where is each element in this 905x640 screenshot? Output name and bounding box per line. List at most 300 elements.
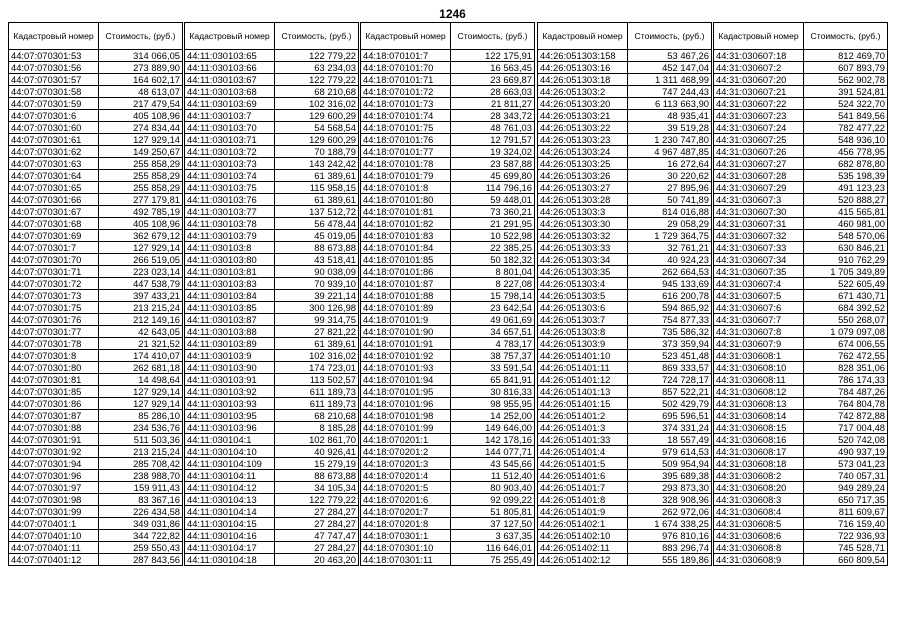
cost-value: 174 723,01 [275, 362, 359, 374]
table-row [9, 326, 183, 338]
cost-value: 262 972,06 [628, 506, 712, 518]
cost-value: 50 741,89 [628, 194, 712, 206]
table-row [185, 206, 359, 218]
cost-value: 238 988,70 [99, 470, 183, 482]
cadastral-number: 44:31:030608:20 [714, 482, 804, 494]
cost-value: 344 722,82 [99, 530, 183, 542]
cadastral-number: 44:18:070101:7 [361, 50, 451, 62]
cost-value: 976 810,16 [628, 530, 712, 542]
cadastral-table [8, 22, 183, 566]
table-row [538, 518, 712, 530]
cost-value: 61 389,61 [275, 170, 359, 182]
cost-value: 127 929,14 [99, 242, 183, 254]
table-row [9, 362, 183, 374]
table-header-row [9, 23, 183, 50]
table-row [185, 122, 359, 134]
cost-value: 266 519,05 [99, 254, 183, 266]
cadastral-number: 44:31:030607:21 [714, 86, 804, 98]
table-row [714, 482, 888, 494]
cost-value: 83 367,16 [99, 494, 183, 506]
cost-value: 548 570,06 [804, 230, 888, 242]
cost-value: 22 385,25 [451, 242, 535, 254]
cadastral-number: 44:07:070301:67 [9, 206, 99, 218]
cost-value: 300 126,98 [275, 302, 359, 314]
cadastral-number: 44:18:070101:82 [361, 218, 451, 230]
cost-value: 740 057,31 [804, 470, 888, 482]
cost-value: 262 681,18 [99, 362, 183, 374]
cost-value: 523 451,48 [628, 350, 712, 362]
table-row [538, 182, 712, 194]
cost-value: 782 477,22 [804, 122, 888, 134]
cadastral-number: 44:31:030607:33 [714, 242, 804, 254]
cadastral-number: 44:18:070101:81 [361, 206, 451, 218]
cadastral-number: 44:31:030607:9 [714, 338, 804, 350]
table-row [538, 386, 712, 398]
cadastral-number: 44:18:070101:87 [361, 278, 451, 290]
table-row [185, 434, 359, 446]
cadastral-number: 44:26:051303:32 [538, 230, 628, 242]
table-row [714, 314, 888, 326]
cost-value: 979 614,53 [628, 446, 712, 458]
cadastral-number: 44:18:070201:1 [361, 434, 451, 446]
cadastral-number: 44:07:070301:71 [9, 266, 99, 278]
table-row [714, 446, 888, 458]
cadastral-number: 44:31:030608:16 [714, 434, 804, 446]
cost-value: 6 113 663,90 [628, 98, 712, 110]
cost-value: 262 664,53 [628, 266, 712, 278]
cadastral-number: 44:18:070101:91 [361, 338, 451, 350]
table-row [361, 446, 535, 458]
table-row [538, 62, 712, 74]
cost-value: 511 503,36 [99, 434, 183, 446]
cadastral-number: 44:07:070301:7 [9, 242, 99, 254]
table-row [185, 134, 359, 146]
cadastral-number: 44:18:070301:1 [361, 530, 451, 542]
table-row [185, 542, 359, 554]
table-row [185, 458, 359, 470]
table-row [714, 182, 888, 194]
cadastral-number: 44:07:070301:87 [9, 410, 99, 422]
table-row [185, 86, 359, 98]
table-row [361, 278, 535, 290]
cadastral-number: 44:31:030607:28 [714, 170, 804, 182]
table-row [538, 338, 712, 350]
table-row [538, 470, 712, 482]
cadastral-number: 44:31:030607:26 [714, 146, 804, 158]
table-row [538, 314, 712, 326]
table-row [714, 362, 888, 374]
header-cadastral-number: Кадастровый номер [185, 23, 275, 50]
cost-value: 27 284,27 [275, 542, 359, 554]
table-row [185, 230, 359, 242]
cadastral-number: 44:18:070201:8 [361, 518, 451, 530]
cadastral-number: 44:11:030104:15 [185, 518, 275, 530]
table-row [9, 98, 183, 110]
cost-value: 682 878,80 [804, 158, 888, 170]
table-row [185, 242, 359, 254]
cost-value: 122 779,22 [275, 50, 359, 62]
cost-value: 50 182,32 [451, 254, 535, 266]
table-row [538, 446, 712, 458]
cadastral-number: 44:07:070301:94 [9, 458, 99, 470]
cost-value: 857 522,21 [628, 386, 712, 398]
table-row [9, 302, 183, 314]
table-row [538, 86, 712, 98]
table-row [361, 302, 535, 314]
cost-value: 555 189,86 [628, 554, 712, 566]
table-row [185, 146, 359, 158]
cadastral-number: 44:07:070301:96 [9, 470, 99, 482]
cost-value: 122 175,91 [451, 50, 535, 62]
table-row [9, 266, 183, 278]
cost-value: 786 174,33 [804, 374, 888, 386]
cadastral-number: 44:26:051303:25 [538, 158, 628, 170]
cost-value: 373 359,94 [628, 338, 712, 350]
cost-value: 27 895,96 [628, 182, 712, 194]
cost-value: 27 284,27 [275, 506, 359, 518]
cadastral-number: 44:11:030103:80 [185, 254, 275, 266]
cost-value: 39 519,28 [628, 122, 712, 134]
table-row [185, 410, 359, 422]
cost-value: 70 939,10 [275, 278, 359, 290]
table-row [185, 170, 359, 182]
cadastral-number: 44:11:030103:65 [185, 50, 275, 62]
header-cost: Стоимость, (руб.) [275, 23, 359, 50]
table-row [538, 482, 712, 494]
cost-value: 492 785,19 [99, 206, 183, 218]
cost-value: 113 502,57 [275, 374, 359, 386]
table-row [361, 194, 535, 206]
cadastral-number: 44:07:070301:56 [9, 62, 99, 74]
cadastral-number: 44:26:051303:33 [538, 242, 628, 254]
cost-value: 92 099,22 [451, 494, 535, 506]
table-row [185, 266, 359, 278]
table-row [185, 314, 359, 326]
cost-value: 285 708,42 [99, 458, 183, 470]
table-row [714, 350, 888, 362]
cost-value: 45 699,80 [451, 170, 535, 182]
table-row [185, 374, 359, 386]
cadastral-number: 44:11:030103:93 [185, 398, 275, 410]
table-row [9, 422, 183, 434]
cost-value: 405 108,96 [99, 218, 183, 230]
table-row [538, 194, 712, 206]
cadastral-number: 44:07:070301:92 [9, 446, 99, 458]
table-row [185, 50, 359, 62]
cadastral-number: 44:31:030608:6 [714, 530, 804, 542]
cadastral-number: 44:31:030607:35 [714, 266, 804, 278]
table-row [538, 134, 712, 146]
table-row [185, 254, 359, 266]
cadastral-number: 44:31:030607:8 [714, 326, 804, 338]
cost-value: 391 524,81 [804, 86, 888, 98]
cadastral-number: 44:18:070101:74 [361, 110, 451, 122]
table-row [714, 530, 888, 542]
cost-value: 213 215,24 [99, 446, 183, 458]
cost-value: 8 185,28 [275, 422, 359, 434]
cadastral-number: 44:07:070301:61 [9, 134, 99, 146]
table-row [714, 254, 888, 266]
cadastral-number: 44:26:051401:3 [538, 422, 628, 434]
table-row [9, 470, 183, 482]
table-row [9, 530, 183, 542]
cost-value: 541 849,56 [804, 110, 888, 122]
table-row [9, 242, 183, 254]
cadastral-number: 44:26:051401:15 [538, 398, 628, 410]
cost-value: 4 783,17 [451, 338, 535, 350]
cost-value: 53 467,26 [628, 50, 712, 62]
cost-value: 45 019,05 [275, 230, 359, 242]
cost-value: 48 613,07 [99, 86, 183, 98]
cost-value: 43 518,41 [275, 254, 359, 266]
table-row [361, 326, 535, 338]
cost-value: 405 108,96 [99, 110, 183, 122]
cadastral-number: 44:31:030608:5 [714, 518, 804, 530]
cadastral-number: 44:07:070301:85 [9, 386, 99, 398]
cadastral-table [184, 22, 359, 566]
cadastral-number: 44:31:030607:4 [714, 278, 804, 290]
cadastral-number: 44:18:070301:10 [361, 542, 451, 554]
cadastral-number: 44:31:030607:23 [714, 110, 804, 122]
table-row [538, 74, 712, 86]
cadastral-number: 44:18:070101:77 [361, 146, 451, 158]
cadastral-number: 44:11:030103:88 [185, 326, 275, 338]
cadastral-number: 44:07:070301:57 [9, 74, 99, 86]
table-row [538, 254, 712, 266]
cadastral-number: 44:07:070301:60 [9, 122, 99, 134]
cost-value: 75 255,49 [451, 554, 535, 566]
table-row [538, 410, 712, 422]
cadastral-number: 44:18:070101:99 [361, 422, 451, 434]
cost-value: 143 242,42 [275, 158, 359, 170]
table-row [361, 434, 535, 446]
table-row [361, 530, 535, 542]
cadastral-number: 44:11:030103:69 [185, 98, 275, 110]
table-row [185, 158, 359, 170]
table-row [714, 506, 888, 518]
table-row [185, 446, 359, 458]
cost-value: 30 816,33 [451, 386, 535, 398]
cost-value: 102 861,70 [275, 434, 359, 446]
cadastral-number: 44:26:051303:20 [538, 98, 628, 110]
cadastral-number: 44:07:070301:8 [9, 350, 99, 362]
cost-value: 63 234,03 [275, 62, 359, 74]
cost-value: 1 674 338,25 [628, 518, 712, 530]
cadastral-number: 44:11:030103:9 [185, 350, 275, 362]
table-row [538, 530, 712, 542]
table-row [714, 134, 888, 146]
cadastral-number: 44:31:030607:31 [714, 218, 804, 230]
cost-value: 56 478,44 [275, 218, 359, 230]
cost-value: 949 289,24 [804, 482, 888, 494]
table-row [361, 182, 535, 194]
table-row [185, 386, 359, 398]
cost-value: 18 557,49 [628, 434, 712, 446]
cost-value: 1 230 747,80 [628, 134, 712, 146]
table-row [538, 170, 712, 182]
cadastral-number: 44:26:051401:33 [538, 434, 628, 446]
table-row [9, 350, 183, 362]
cost-value: 611 189,73 [275, 386, 359, 398]
cost-value: 23 587,88 [451, 158, 535, 170]
table-row [714, 470, 888, 482]
table-row [538, 158, 712, 170]
cadastral-number: 44:26:051402:11 [538, 542, 628, 554]
cost-value: 611 189,73 [275, 398, 359, 410]
cost-value: 16 563,45 [451, 62, 535, 74]
cadastral-number: 44:18:070101:98 [361, 410, 451, 422]
cadastral-number: 44:26:051401:10 [538, 350, 628, 362]
cost-value: 40 926,41 [275, 446, 359, 458]
cadastral-number: 44:18:070101:72 [361, 86, 451, 98]
cost-value: 573 041,23 [804, 458, 888, 470]
table-row [185, 422, 359, 434]
table-row [361, 458, 535, 470]
cost-value: 735 586,32 [628, 326, 712, 338]
table-row [538, 230, 712, 242]
table-row [714, 302, 888, 314]
cadastral-number: 44:18:070101:80 [361, 194, 451, 206]
table-row [9, 482, 183, 494]
table-row [9, 230, 183, 242]
cost-value: 277 179,81 [99, 194, 183, 206]
cost-value: 607 893,79 [804, 62, 888, 74]
cadastral-number: 44:26:051401:8 [538, 494, 628, 506]
cadastral-number: 44:11:030104:14 [185, 506, 275, 518]
table-header-row [361, 23, 535, 50]
cost-value: 520 742,08 [804, 434, 888, 446]
table-row [361, 494, 535, 506]
cadastral-number: 44:31:030608:9 [714, 554, 804, 566]
cost-value: 754 877,33 [628, 314, 712, 326]
table-row [538, 422, 712, 434]
cadastral-number: 44:11:030104:12 [185, 482, 275, 494]
cadastral-number: 44:07:070301:88 [9, 422, 99, 434]
cadastral-number: 44:26:051401:11 [538, 362, 628, 374]
cost-value: 447 538,79 [99, 278, 183, 290]
table-row [714, 278, 888, 290]
cost-value: 129 600,29 [275, 134, 359, 146]
table-row [361, 50, 535, 62]
cadastral-number: 44:11:030103:87 [185, 314, 275, 326]
cadastral-number: 44:18:070101:94 [361, 374, 451, 386]
cost-value: 68 210,68 [275, 410, 359, 422]
cost-value: 717 004,48 [804, 422, 888, 434]
table-row [9, 434, 183, 446]
table-row [361, 206, 535, 218]
cadastral-number: 44:18:070201:7 [361, 506, 451, 518]
table-row [714, 494, 888, 506]
table-row [538, 110, 712, 122]
cadastral-number: 44:26:051303:23 [538, 134, 628, 146]
cost-value: 27 821,22 [275, 326, 359, 338]
table-row [185, 218, 359, 230]
cost-value: 550 268,07 [804, 314, 888, 326]
header-cost: Стоимость, (руб.) [451, 23, 535, 50]
cadastral-number: 44:07:070301:91 [9, 434, 99, 446]
cadastral-number: 44:11:030103:75 [185, 182, 275, 194]
cadastral-number: 44:26:051303:6 [538, 302, 628, 314]
table-row [361, 110, 535, 122]
cadastral-number: 44:26:051402:12 [538, 554, 628, 566]
cost-value: 509 954,94 [628, 458, 712, 470]
cost-value: 490 937,19 [804, 446, 888, 458]
cost-value: 48 761,03 [451, 122, 535, 134]
header-cadastral-number: Кадастровый номер [538, 23, 628, 50]
cost-value: 4 967 487,85 [628, 146, 712, 158]
cost-value: 520 888,27 [804, 194, 888, 206]
cadastral-number: 44:11:030103:71 [185, 134, 275, 146]
cost-value: 226 434,58 [99, 506, 183, 518]
cost-value: 116 646,01 [451, 542, 535, 554]
table-row [538, 506, 712, 518]
cadastral-number: 44:11:030104:109 [185, 458, 275, 470]
cadastral-number: 44:11:030103:79 [185, 230, 275, 242]
cadastral-number: 44:26:051401:9 [538, 506, 628, 518]
cost-value: 869 333,57 [628, 362, 712, 374]
table-row [714, 98, 888, 110]
table-row [714, 218, 888, 230]
cadastral-number: 44:31:030607:27 [714, 158, 804, 170]
table-row [714, 158, 888, 170]
table-header-row [185, 23, 359, 50]
table-row [714, 434, 888, 446]
table-row [9, 158, 183, 170]
cadastral-number: 44:26:051401:7 [538, 482, 628, 494]
table-row [538, 206, 712, 218]
table-row [361, 518, 535, 530]
cost-value: 1 729 364,75 [628, 230, 712, 242]
table-row [538, 542, 712, 554]
cost-value: 37 127,50 [451, 518, 535, 530]
table-row [9, 338, 183, 350]
cost-value: 127 929,14 [99, 134, 183, 146]
cadastral-number: 44:18:070101:95 [361, 386, 451, 398]
cadastral-number: 44:31:030608:17 [714, 446, 804, 458]
table-row [361, 362, 535, 374]
cost-value: 43 545,66 [451, 458, 535, 470]
cost-value: 828 351,06 [804, 362, 888, 374]
table-row [9, 458, 183, 470]
table-header-row [538, 23, 712, 50]
cost-value: 3 637,35 [451, 530, 535, 542]
table-row [9, 314, 183, 326]
table-row [714, 458, 888, 470]
table-row [714, 554, 888, 566]
cadastral-number: 44:31:030607:29 [714, 182, 804, 194]
cost-value: 88 673,88 [275, 242, 359, 254]
table-row [714, 170, 888, 182]
table-row [714, 50, 888, 62]
cost-value: 40 924,23 [628, 254, 712, 266]
cost-value: 29 058,29 [628, 218, 712, 230]
cadastral-number: 44:11:030103:84 [185, 290, 275, 302]
cadastral-number: 44:18:070201:3 [361, 458, 451, 470]
cost-value: 747 244,43 [628, 86, 712, 98]
table-row [538, 398, 712, 410]
cadastral-number: 44:07:070301:99 [9, 506, 99, 518]
cadastral-number: 44:18:070101:92 [361, 350, 451, 362]
cadastral-number: 44:31:030607:34 [714, 254, 804, 266]
table-row [714, 290, 888, 302]
table-row [361, 158, 535, 170]
cadastral-number: 44:26:051303:28 [538, 194, 628, 206]
cost-value: 70 188,79 [275, 146, 359, 158]
table-row [185, 194, 359, 206]
cadastral-number: 44:07:070301:76 [9, 314, 99, 326]
cadastral-number: 44:07:070301:98 [9, 494, 99, 506]
cost-value: 8 801,04 [451, 266, 535, 278]
